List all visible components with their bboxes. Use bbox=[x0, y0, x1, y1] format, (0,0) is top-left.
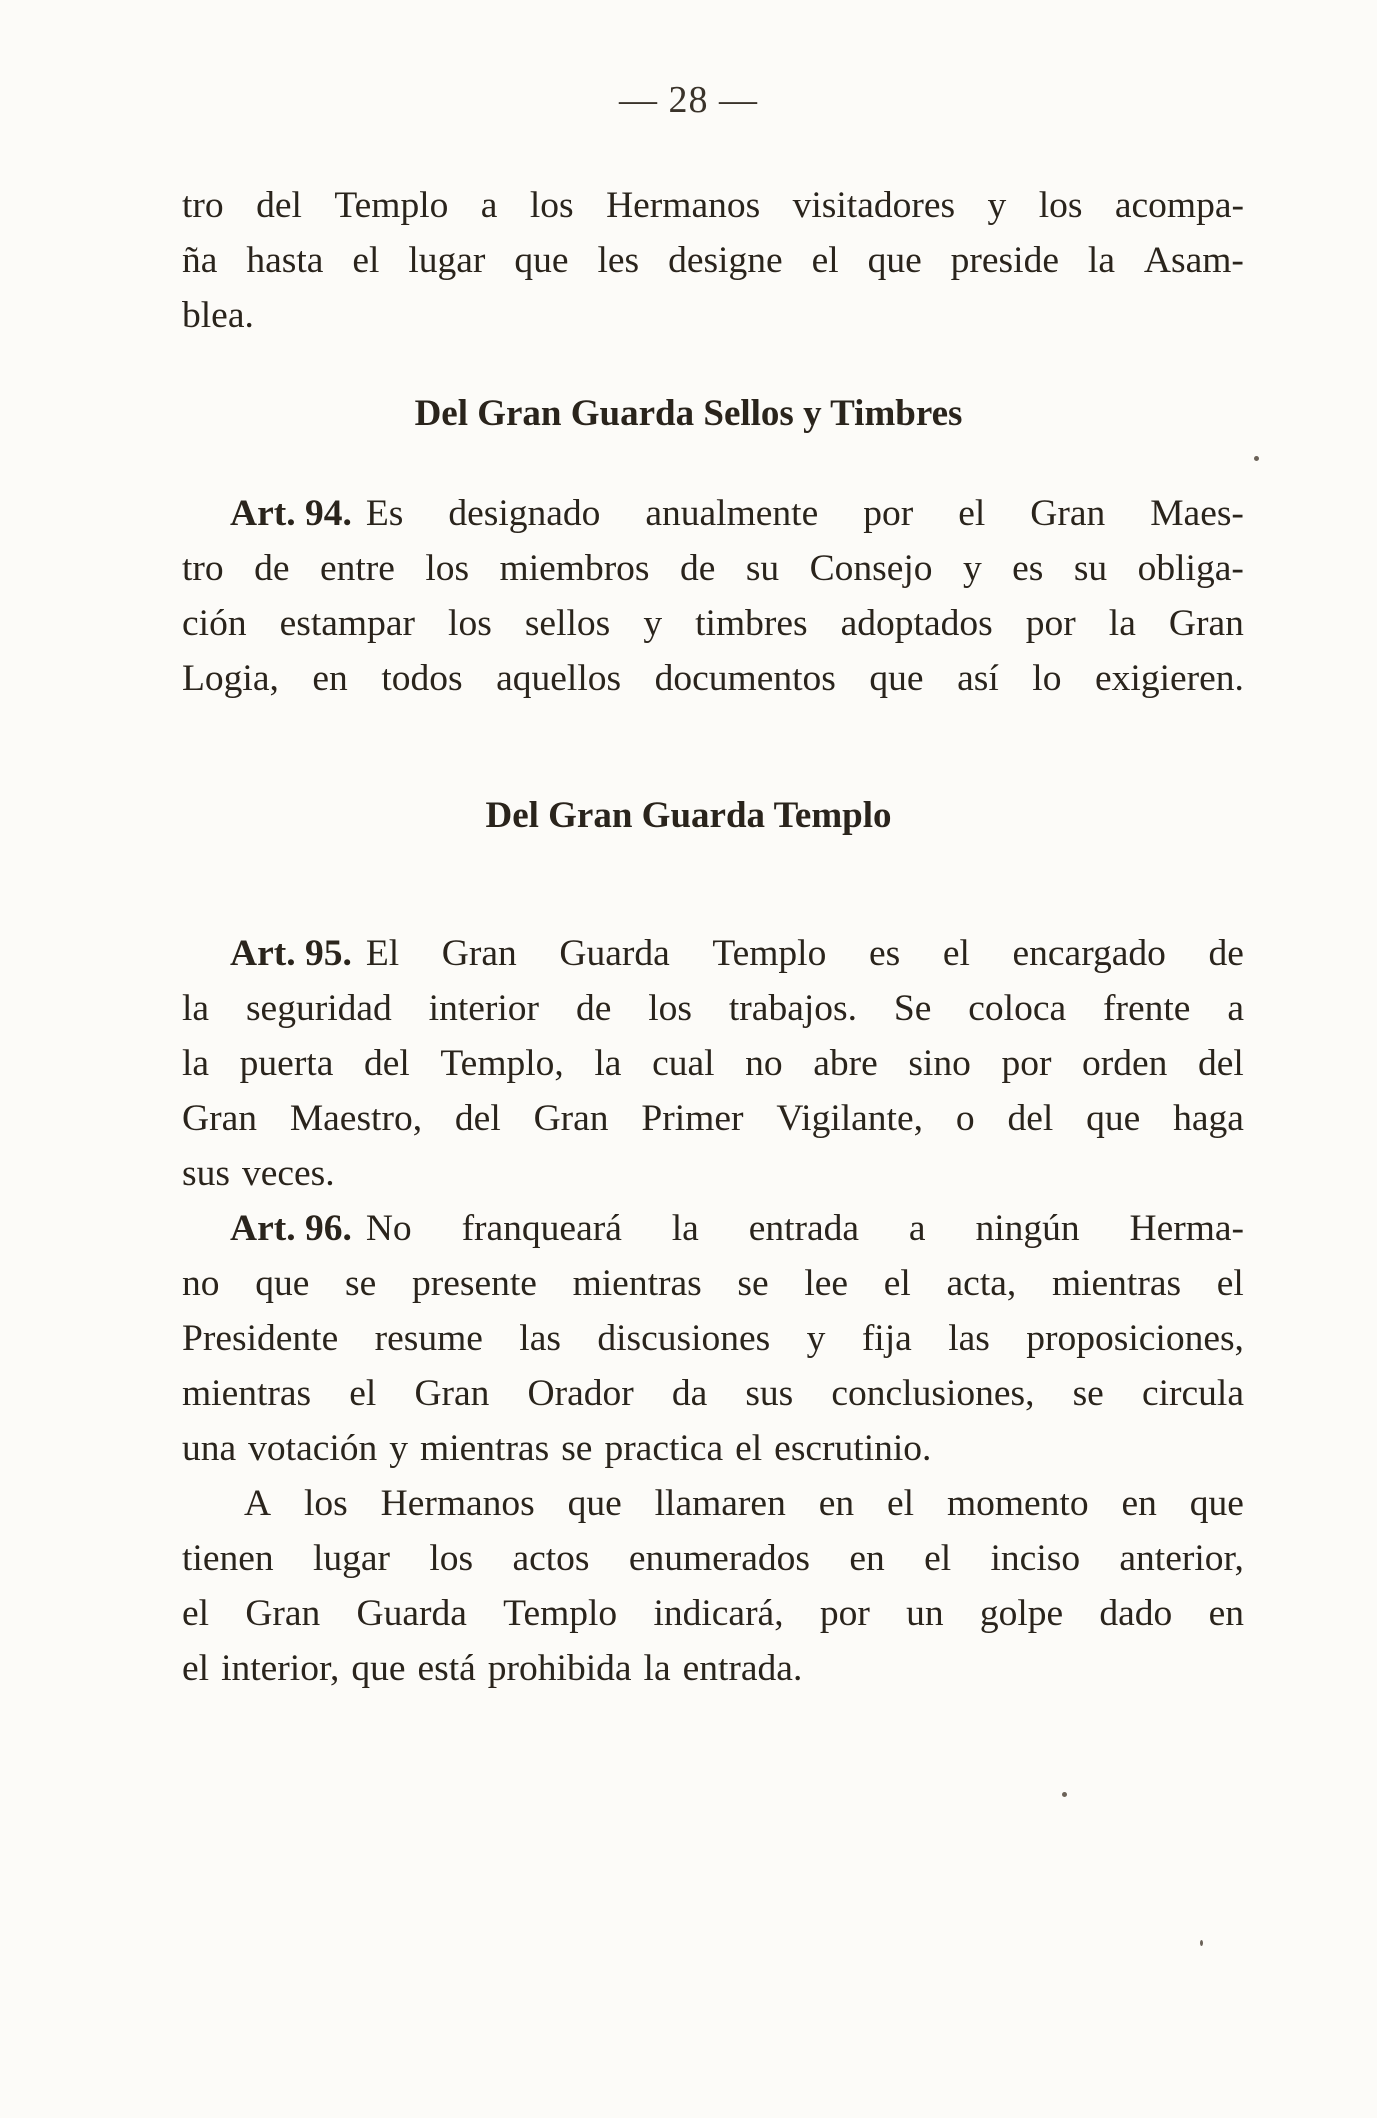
word: No bbox=[365, 1208, 412, 1249]
word: proposiciones, bbox=[1026, 1318, 1244, 1359]
word: entre bbox=[319, 548, 395, 589]
word: trabajos. bbox=[728, 988, 857, 1029]
word: es bbox=[1012, 548, 1044, 589]
word: designe bbox=[668, 240, 783, 281]
word: los bbox=[1038, 185, 1083, 226]
article-95 bbox=[182, 926, 1244, 1201]
word: el bbox=[182, 1593, 210, 1634]
word: Templo bbox=[503, 1593, 618, 1634]
word: seguridad bbox=[245, 988, 392, 1029]
word: el bbox=[349, 1373, 377, 1414]
word: timbres bbox=[695, 603, 808, 644]
word: dado bbox=[1099, 1593, 1173, 1634]
word: la bbox=[182, 988, 210, 1029]
word: mientras bbox=[182, 1373, 312, 1414]
word: la bbox=[671, 1208, 699, 1249]
text-line bbox=[182, 1531, 1244, 1586]
text-line bbox=[182, 1256, 1244, 1311]
word: por bbox=[863, 493, 914, 534]
text-line bbox=[182, 1091, 1244, 1146]
word: documentos bbox=[654, 658, 836, 699]
word: Es bbox=[365, 493, 404, 534]
word: Guarda bbox=[559, 933, 670, 974]
word: y bbox=[389, 1428, 409, 1469]
word: aquellos bbox=[496, 658, 622, 699]
word: Gran bbox=[182, 1098, 257, 1139]
text-line bbox=[182, 1421, 1244, 1476]
word: la bbox=[594, 1043, 622, 1084]
article-label: Art. 96. bbox=[230, 1208, 352, 1249]
word: Gran bbox=[441, 933, 517, 974]
word: entrada. bbox=[682, 1648, 803, 1689]
word: a bbox=[480, 185, 498, 226]
word: orden bbox=[1082, 1043, 1168, 1084]
word: mientras bbox=[420, 1428, 550, 1469]
word: ción bbox=[182, 603, 247, 644]
word: circula bbox=[1141, 1373, 1244, 1414]
word: prohibida bbox=[487, 1648, 632, 1689]
word: practica bbox=[604, 1428, 724, 1469]
text-line bbox=[182, 651, 1244, 706]
article-first-line bbox=[182, 926, 1244, 981]
word: Templo bbox=[712, 933, 827, 974]
word: los bbox=[429, 1538, 474, 1579]
word: A bbox=[244, 1483, 272, 1524]
word: Asam- bbox=[1143, 240, 1244, 281]
word: del bbox=[1198, 1043, 1244, 1084]
article-first-line bbox=[182, 486, 1244, 541]
word: un bbox=[906, 1593, 944, 1634]
word: conclusiones, bbox=[831, 1373, 1035, 1414]
text-line bbox=[182, 541, 1244, 596]
text-line bbox=[182, 1146, 1244, 1201]
word: ña bbox=[182, 240, 218, 281]
word: por bbox=[1025, 603, 1076, 644]
word: discusiones bbox=[597, 1318, 771, 1359]
word: da bbox=[671, 1373, 708, 1414]
word: resume bbox=[374, 1318, 483, 1359]
word: la bbox=[1087, 240, 1115, 281]
word: los bbox=[648, 988, 692, 1029]
word: se bbox=[345, 1263, 377, 1304]
word: obliga- bbox=[1137, 548, 1244, 589]
word: designado bbox=[448, 493, 601, 534]
text-line bbox=[182, 596, 1244, 651]
word: y bbox=[643, 603, 663, 644]
text-line bbox=[182, 1586, 1244, 1641]
paragraph-final bbox=[182, 1476, 1244, 1696]
word: acompa- bbox=[1114, 185, 1244, 226]
word: enumerados bbox=[628, 1538, 811, 1579]
word: y bbox=[962, 548, 982, 589]
word: así bbox=[957, 658, 999, 699]
word: golpe bbox=[979, 1593, 1064, 1634]
word: sus bbox=[182, 1153, 230, 1194]
word: ningún bbox=[975, 1208, 1080, 1249]
word: una bbox=[182, 1428, 237, 1469]
word: El bbox=[365, 933, 400, 974]
article-94 bbox=[182, 486, 1244, 706]
word: y bbox=[806, 1318, 826, 1359]
word: Primer bbox=[641, 1098, 744, 1139]
word: indicará, bbox=[653, 1593, 784, 1634]
word: del bbox=[363, 1043, 410, 1084]
word: que bbox=[867, 240, 922, 281]
word: por bbox=[1001, 1043, 1052, 1084]
word: franqueará bbox=[461, 1208, 622, 1249]
word: la bbox=[643, 1648, 671, 1689]
word: Templo bbox=[334, 185, 449, 226]
word: blea. bbox=[182, 295, 254, 336]
word: el bbox=[942, 933, 970, 974]
word: cual bbox=[652, 1043, 715, 1084]
first-line-text bbox=[244, 1476, 1244, 1531]
word: que bbox=[1086, 1098, 1141, 1139]
article-first-line bbox=[182, 1201, 1244, 1256]
word: que bbox=[1189, 1483, 1244, 1524]
word: acta, bbox=[946, 1263, 1017, 1304]
word: Gran bbox=[533, 1098, 609, 1139]
page-number: — 28 — bbox=[619, 79, 758, 121]
first-line-text bbox=[366, 926, 1244, 981]
word: del bbox=[1007, 1098, 1054, 1139]
word: fija bbox=[861, 1318, 912, 1359]
word: Gran bbox=[245, 1593, 321, 1634]
word: tro bbox=[182, 185, 224, 226]
word: en bbox=[1121, 1483, 1157, 1524]
first-line-text bbox=[366, 1201, 1244, 1256]
text-line bbox=[182, 233, 1244, 288]
print-speck bbox=[1062, 1792, 1067, 1797]
print-speck bbox=[1254, 456, 1259, 461]
word: haga bbox=[1173, 1098, 1244, 1139]
word: anualmente bbox=[645, 493, 819, 534]
word: Hermanos bbox=[380, 1483, 535, 1524]
word: sus bbox=[745, 1373, 794, 1414]
text-line bbox=[182, 1036, 1244, 1091]
word: de bbox=[254, 548, 290, 589]
word: su bbox=[745, 548, 780, 589]
word: los bbox=[529, 185, 574, 226]
word: exigieren. bbox=[1095, 658, 1244, 699]
word: o bbox=[955, 1098, 975, 1139]
word: en bbox=[849, 1538, 885, 1579]
section-heading-templo: Del Gran Guarda Templo bbox=[485, 795, 892, 836]
word: su bbox=[1073, 548, 1108, 589]
word: es bbox=[868, 933, 901, 974]
word: el bbox=[958, 493, 986, 534]
word: abre bbox=[813, 1043, 878, 1084]
first-line-text bbox=[366, 486, 1244, 541]
word: los bbox=[303, 1483, 348, 1524]
text-line bbox=[182, 288, 1244, 343]
word: sellos bbox=[524, 603, 611, 644]
word: Guarda bbox=[356, 1593, 467, 1634]
text-line bbox=[182, 1476, 1244, 1531]
word: el bbox=[1216, 1263, 1244, 1304]
word: Se bbox=[893, 988, 932, 1029]
word: Templo, bbox=[440, 1043, 564, 1084]
article-label: Art. 94. bbox=[230, 493, 352, 534]
word: tienen bbox=[182, 1538, 274, 1579]
word: anterior, bbox=[1119, 1538, 1244, 1579]
word: interior, bbox=[221, 1648, 340, 1689]
word: en bbox=[1208, 1593, 1244, 1634]
word: les bbox=[597, 240, 640, 281]
word: veces. bbox=[241, 1153, 335, 1194]
word: a bbox=[1227, 988, 1244, 1029]
word: Presidente bbox=[182, 1318, 339, 1359]
word: el bbox=[886, 1483, 915, 1524]
word: frente bbox=[1103, 988, 1191, 1029]
word: lugar bbox=[312, 1538, 391, 1579]
word: coloca bbox=[968, 988, 1067, 1029]
word: los bbox=[448, 603, 492, 644]
article-label: Art. 95. bbox=[230, 933, 352, 974]
text-line bbox=[182, 1641, 1244, 1696]
word: Gran bbox=[1168, 603, 1244, 644]
word: se bbox=[1072, 1373, 1104, 1414]
word: el bbox=[352, 240, 380, 281]
word: Hermanos bbox=[606, 185, 761, 226]
word: los bbox=[425, 548, 470, 589]
word: Consejo bbox=[809, 548, 933, 589]
word: Gran bbox=[1030, 493, 1106, 534]
word: actos bbox=[512, 1538, 590, 1579]
word: Vigilante, bbox=[776, 1098, 923, 1139]
word: las bbox=[948, 1318, 990, 1359]
word: se bbox=[737, 1263, 769, 1304]
word: escrutinio. bbox=[774, 1428, 932, 1469]
word: entrada bbox=[748, 1208, 860, 1249]
word: Maes- bbox=[1150, 493, 1244, 534]
word: estampar bbox=[279, 603, 415, 644]
word: puerta bbox=[239, 1043, 334, 1084]
word: lee bbox=[804, 1263, 849, 1304]
word: el bbox=[182, 1648, 210, 1689]
word: el bbox=[883, 1263, 911, 1304]
word: lugar bbox=[408, 240, 486, 281]
word: se bbox=[561, 1428, 593, 1469]
word: del bbox=[454, 1098, 501, 1139]
word: llamaren bbox=[654, 1483, 786, 1524]
word: de bbox=[1208, 933, 1244, 974]
word: presente bbox=[411, 1263, 537, 1304]
word: que bbox=[567, 1483, 622, 1524]
word: votación bbox=[248, 1428, 378, 1469]
word: mientras bbox=[1051, 1263, 1182, 1304]
word: está bbox=[417, 1648, 476, 1689]
word: a bbox=[908, 1208, 926, 1249]
word: de bbox=[679, 548, 716, 589]
word: y bbox=[987, 185, 1007, 226]
print-speck bbox=[1200, 1940, 1203, 1946]
word: Gran bbox=[414, 1373, 490, 1414]
word: mientras bbox=[572, 1263, 702, 1304]
word: que bbox=[255, 1263, 310, 1304]
word: el bbox=[735, 1428, 763, 1469]
word: Herma- bbox=[1129, 1208, 1244, 1249]
paragraph-intro bbox=[182, 178, 1244, 343]
word: de bbox=[575, 988, 612, 1029]
word: visitadores bbox=[792, 185, 956, 226]
article-96 bbox=[182, 1201, 1244, 1476]
text-line bbox=[182, 1311, 1244, 1366]
word: encargado bbox=[1012, 933, 1166, 974]
text-line bbox=[182, 178, 1244, 233]
word: Orador bbox=[527, 1373, 634, 1414]
word: en bbox=[818, 1483, 855, 1524]
word: en bbox=[312, 658, 348, 699]
word: miembros bbox=[499, 548, 650, 589]
word: por bbox=[819, 1593, 870, 1634]
word: inciso bbox=[990, 1538, 1081, 1579]
word: sino bbox=[908, 1043, 971, 1084]
text-line bbox=[182, 1366, 1244, 1421]
word: del bbox=[256, 185, 302, 226]
word: que bbox=[514, 240, 569, 281]
word: no bbox=[182, 1263, 220, 1304]
word: el bbox=[811, 240, 839, 281]
word: tro bbox=[182, 548, 224, 589]
word: hasta bbox=[246, 240, 324, 281]
word: las bbox=[519, 1318, 561, 1359]
section-heading-sellos: Del Gran Guarda Sellos y Timbres bbox=[414, 393, 963, 434]
word: Logia, bbox=[182, 658, 279, 699]
word: preside bbox=[950, 240, 1059, 281]
word: momento bbox=[946, 1483, 1089, 1524]
text-line bbox=[182, 981, 1244, 1036]
word: la bbox=[182, 1043, 210, 1084]
word: no bbox=[745, 1043, 783, 1084]
word: que bbox=[351, 1648, 406, 1689]
word: todos bbox=[381, 658, 463, 699]
word: adoptados bbox=[840, 603, 993, 644]
word: lo bbox=[1032, 658, 1062, 699]
word: Maestro, bbox=[289, 1098, 423, 1139]
word: la bbox=[1108, 603, 1136, 644]
word: interior bbox=[428, 988, 540, 1029]
word: que bbox=[869, 658, 924, 699]
word: el bbox=[924, 1538, 952, 1579]
